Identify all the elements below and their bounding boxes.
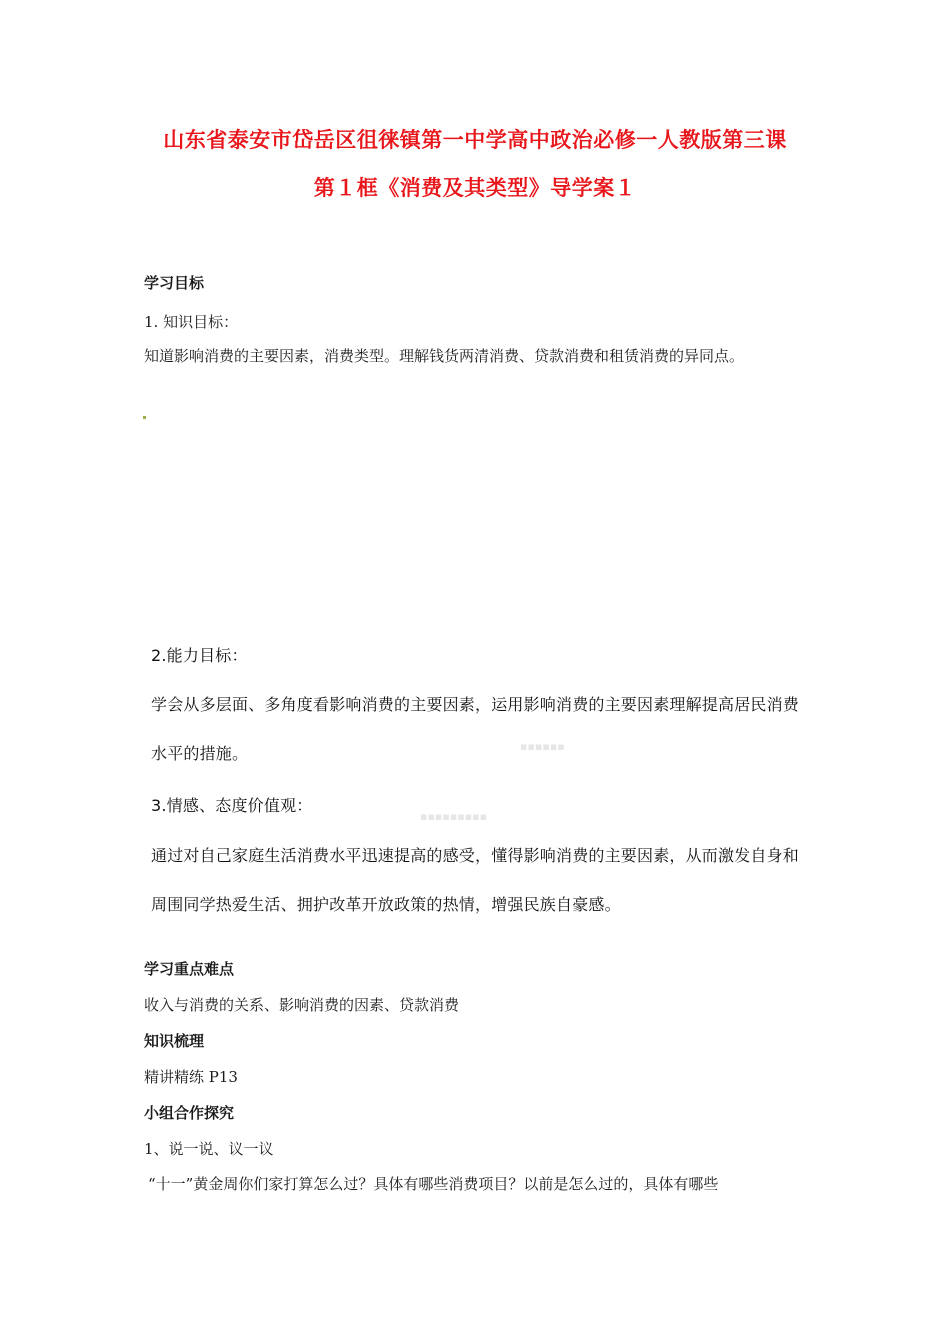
document-title-line-1: 山东省泰安市岱岳区徂徕镇第一中学高中政治必修一人教版第三课 — [163, 127, 787, 152]
stray-dot — [143, 416, 146, 419]
ability-objective-text-2: 水平的措施。 — [151, 744, 249, 763]
group-inquiry-item-1-label: 1、说一说、议一议 — [144, 1140, 274, 1158]
document-title-line-2: 第１框《消费及其类型》导学案１ — [313, 175, 637, 200]
key-points-text: 收入与消费的关系、影响消费的因素、贷款消费 — [144, 996, 460, 1014]
ability-objective-label: 2.能力目标： — [151, 646, 248, 665]
objectives-heading: 学习目标 — [144, 274, 205, 292]
emotion-objective-text-1: 通过对自己家庭生活消费水平迅速提高的感受，懂得影响消费的主要因素，从而激发自身和 — [151, 846, 800, 865]
emotion-objective-label: 3.情感、态度价值观： — [151, 796, 313, 815]
knowledge-review-heading: 知识梳理 — [144, 1032, 205, 1050]
key-points-heading: 学习重点难点 — [144, 960, 235, 978]
knowledge-review-text: 精讲精练 P13 — [144, 1068, 238, 1086]
ability-objective-text-1: 学会从多层面、多角度看影响消费的主要因素，运用影响消费的主要因素理解提高居民消费 — [151, 695, 800, 714]
emotion-objective-text-2: 周围同学热爱生活、拥护改革开放政策的热情，增强民族自豪感。 — [151, 895, 621, 914]
watermark-mark: ▪▪▪▪▪▪ — [520, 740, 565, 753]
group-inquiry-item-1-text: “十一”黄金周你们家打算怎么过？具体有哪些消费项目？以前是怎么过的，具体有哪些 — [148, 1175, 719, 1193]
group-inquiry-heading: 小组合作探究 — [144, 1104, 235, 1122]
knowledge-objective-text: 知道影响消费的主要因素，消费类型。理解钱货两清消费、贷款消费和租赁消费的异同点。 — [144, 347, 745, 365]
watermark-mark: ▪▪▪▪▪▪▪▪▪ — [420, 810, 488, 823]
knowledge-objective-label: 1. 知识目标： — [144, 313, 239, 331]
